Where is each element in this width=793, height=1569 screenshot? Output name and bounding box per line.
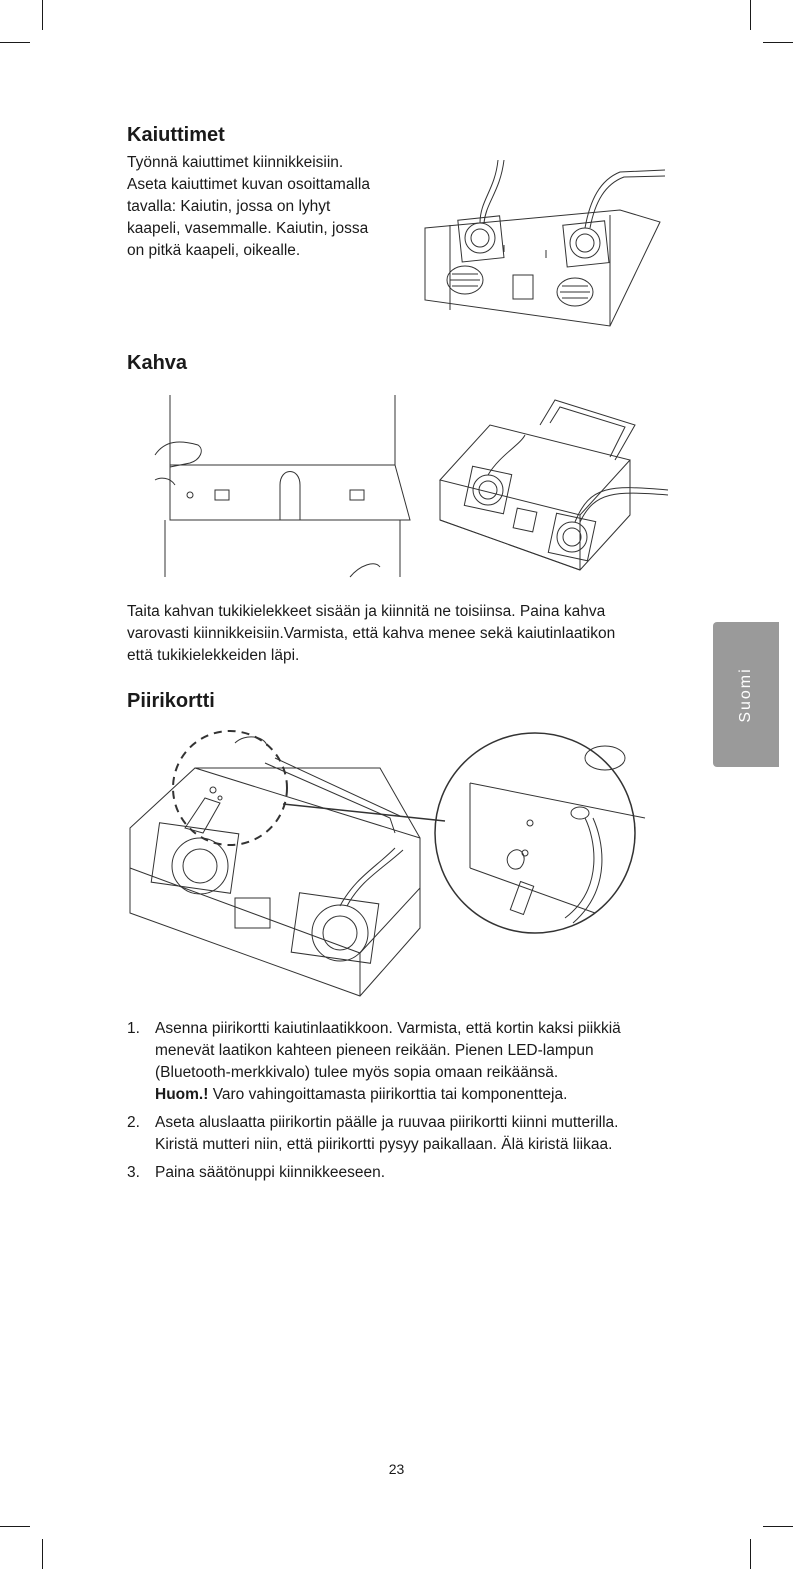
step-number: 2. xyxy=(127,1114,140,1131)
text-line: Paina säätönuppi kiinnikkeeseen. xyxy=(155,1164,386,1181)
circuit-board-illustration xyxy=(125,728,670,1000)
list-item xyxy=(127,1018,672,1106)
handle-instructions xyxy=(127,601,687,667)
text-line: Työnnä kaiuttimet kiinnikkeisiin. xyxy=(127,154,344,171)
crop-mark xyxy=(750,1539,751,1569)
crop-mark xyxy=(763,1526,793,1527)
crop-mark xyxy=(42,0,43,30)
text-line: että tukikielekkeiden läpi. xyxy=(127,647,300,664)
note-label: Huom.! xyxy=(155,1086,209,1103)
text-line: Asenna piirikortti kaiutinlaatikkoon. Varmista, että kortin kaksi piikkiä xyxy=(155,1020,621,1037)
text-line: Kiristä mutteri niin, että piirikortti pysyy paikallaan. Älä kiristä liikaa. xyxy=(155,1136,613,1153)
text-line: (Bluetooth-merkkivalo) tulee myös sopia omaan reikäänsä. xyxy=(155,1064,559,1081)
circuit-steps-list xyxy=(127,1018,672,1190)
crop-mark xyxy=(0,42,30,43)
crop-mark xyxy=(0,1526,30,1527)
language-tab-label: Suomi xyxy=(737,666,754,723)
section-title-circuit: Piirikortti xyxy=(127,690,215,712)
section-title-handle: Kahva xyxy=(127,352,188,374)
page-number: 23 xyxy=(388,1461,405,1477)
crop-mark xyxy=(42,1539,43,1569)
text-line: Taita kahvan tukikielekkeet sisään ja kiinnitä ne toisiinsa. Paina kahva xyxy=(127,603,606,620)
section-title-speakers: Kaiuttimet xyxy=(127,124,225,146)
text-line: kaapeli, vasemmalle. Kaiutin, jossa xyxy=(127,220,369,237)
handle-fold-illustration xyxy=(150,395,415,577)
note-text: Varo vahingoittamasta piirikorttia tai komponenttеja. xyxy=(208,1086,568,1103)
text-line: varovasti kiinnikkeisiin.Varmista, että kahva menee sekä kaiutinlaatikon xyxy=(127,625,616,642)
step-number: 1. xyxy=(127,1020,140,1037)
text-line: menevät laatikon kahteen pieneen reikään. Pienen LED-lampun xyxy=(155,1042,594,1059)
text-line: on pitkä kaapeli, oikealle. xyxy=(127,242,301,259)
list-item xyxy=(127,1162,672,1184)
language-tab xyxy=(713,622,779,767)
handle-attach-illustration xyxy=(440,395,670,580)
text-line: Aseta aluslaatta piirikortin päälle ja ruuvaa piirikortti kiinni mutterilla. xyxy=(155,1114,619,1131)
speaker-box-illustration xyxy=(420,150,675,335)
list-item xyxy=(127,1112,672,1156)
text-line: Aseta kaiuttimet kuvan osoittamalla xyxy=(127,176,370,193)
text-line: tavalla: Kaiutin, jossa on lyhyt xyxy=(127,198,331,215)
crop-mark xyxy=(750,0,751,30)
crop-mark xyxy=(763,42,793,43)
speakers-instructions xyxy=(127,152,417,262)
step-number: 3. xyxy=(127,1164,140,1181)
